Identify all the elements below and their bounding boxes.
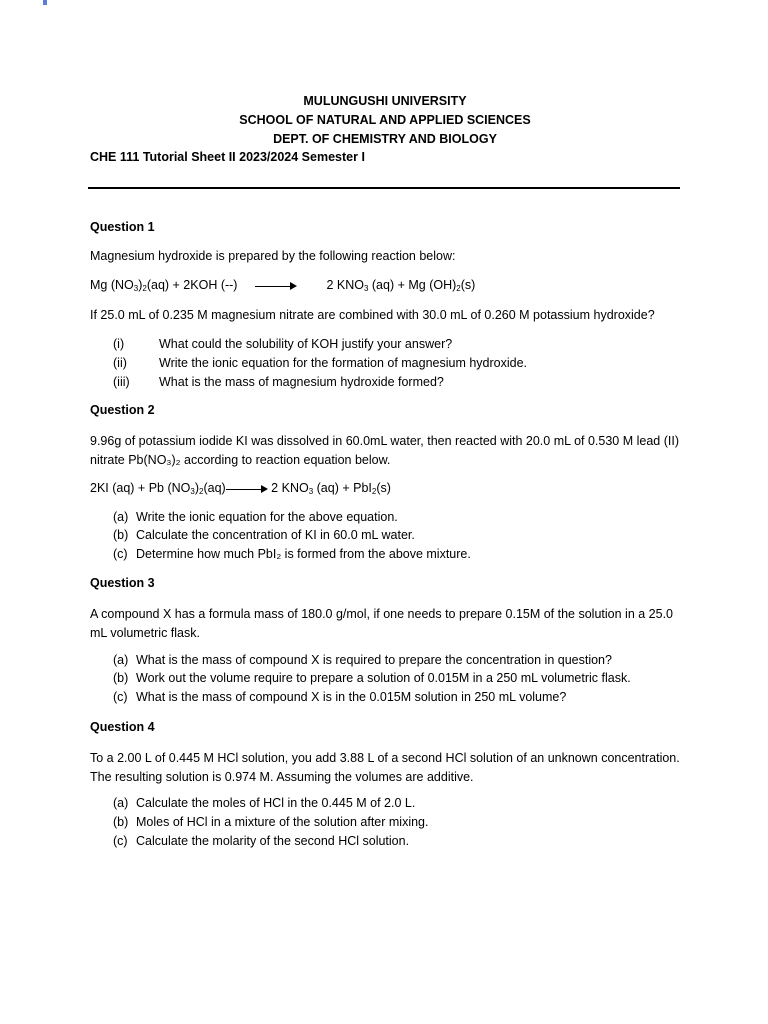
list-marker: (b) xyxy=(113,528,129,542)
list-marker: (c) xyxy=(113,834,128,848)
list-item xyxy=(113,510,398,524)
eq-left-1: 2KI (aq) + Pb (NO xyxy=(90,481,191,495)
question-3-title: Question 3 xyxy=(90,576,155,590)
question-4-statement: To a 2.00 L of 0.445 M HCl solution, you add 3.88 L of a second HCl solution of an unknown concentration. The resulting solution is 0.974 M. Assuming the volumes are additive. xyxy=(90,751,680,784)
reaction-arrow-icon xyxy=(226,484,268,494)
eq-left-1: Mg (NO xyxy=(90,278,134,292)
question-4-title: Question 4 xyxy=(90,720,155,734)
list-item xyxy=(113,356,527,370)
question-2-equation xyxy=(90,481,391,495)
list-item xyxy=(113,796,415,810)
eq-left-2: ) xyxy=(194,481,200,495)
question-2-statement: 9.96g of potassium iodide KI was dissolved in 60.0mL water, then reacted with 20.0 mL of 0.530 M lead (II) nitrate Pb(NO₃)₂ according to reaction equation below. xyxy=(90,434,679,467)
eq-left-sub1: 3 xyxy=(190,487,195,496)
list-text: Calculate the molarity of the second HCl solution. xyxy=(136,834,410,848)
list-item xyxy=(113,337,452,351)
eq-right-3: (s) xyxy=(376,481,391,495)
list-text: Write the ionic equation for the above equation. xyxy=(136,510,398,524)
eq-left-2: ) xyxy=(138,278,143,292)
list-item xyxy=(113,690,566,704)
list-text: Calculate the concentration of KI in 60.0 mL water. xyxy=(136,528,415,542)
list-item xyxy=(113,653,612,667)
question-3-statement: A compound X has a formula mass of 180.0 g/mol, if one needs to prepare 0.15M of the solution in a 25.0 mL volumetric flask. xyxy=(90,607,673,640)
list-marker: (a) xyxy=(113,510,129,524)
list-marker: (b) xyxy=(113,815,129,829)
list-text: Write the ionic equation for the formation of magnesium hydroxide. xyxy=(159,356,528,370)
list-text: Calculate the moles of HCl in the 0.445 M of 2.0 L. xyxy=(136,796,416,810)
eq-right-2: (aq) + PbI xyxy=(313,481,372,495)
list-item xyxy=(113,671,631,685)
question-2-title: Question 2 xyxy=(90,403,155,417)
eq-left-sub2: 2 xyxy=(142,284,147,293)
eq-right-1: 2 KNO xyxy=(267,481,309,495)
eq-left-sub2: 2 xyxy=(199,487,204,496)
list-marker: (b) xyxy=(113,671,129,685)
reaction-arrow-icon xyxy=(255,281,297,291)
eq-right-3: (s) xyxy=(460,278,476,292)
eq-left-3: (aq) + 2KOH (--) xyxy=(146,278,238,292)
question-1-statement: If 25.0 mL of 0.235 M magnesium nitrate are combined with 30.0 mL of 0.260 M potassium hydroxide? xyxy=(90,308,655,322)
list-marker: (iii) xyxy=(113,375,130,389)
list-marker: (i) xyxy=(113,337,125,351)
course-title: CHE 111 Tutorial Sheet II 2023/2024 Semester I xyxy=(90,150,365,164)
eq-right-sub2: 2 xyxy=(371,487,377,496)
corner-marker xyxy=(43,0,47,5)
eq-right-sub1: 3 xyxy=(363,284,369,293)
list-item xyxy=(113,834,409,848)
list-item xyxy=(113,815,428,829)
list-text: What could the solubility of KOH justify your answer? xyxy=(159,337,453,351)
list-text: Determine how much PbI₂ is formed from the above mixture. xyxy=(136,547,471,561)
list-marker: (a) xyxy=(113,653,129,667)
question-1-equation xyxy=(90,278,475,292)
school-name: SCHOOL OF NATURAL AND APPLIED SCIENCES xyxy=(239,113,531,127)
list-marker: (ii) xyxy=(113,356,127,370)
question-1-intro: Magnesium hydroxide is prepared by the following reaction below: xyxy=(90,249,456,263)
list-item xyxy=(113,375,444,389)
list-item xyxy=(113,547,471,561)
question-1-title: Question 1 xyxy=(90,220,155,234)
header-divider xyxy=(88,187,680,189)
list-text: What is the mass of compound X is required to prepare the concentration in question? xyxy=(136,653,612,667)
list-marker: (a) xyxy=(113,796,129,810)
eq-right-2: (aq) + Mg (OH) xyxy=(368,278,457,292)
list-text: Work out the volume require to prepare a solution of 0.015M in a 250 mL volumetric flask. xyxy=(136,671,631,685)
eq-right-sub2: 2 xyxy=(456,284,461,293)
university-name: MULUNGUSHI UNIVERSITY xyxy=(303,94,467,108)
list-marker: (c) xyxy=(113,690,128,704)
eq-left-3: (aq) xyxy=(203,481,226,495)
eq-left-sub1: 3 xyxy=(133,284,139,293)
list-item xyxy=(113,528,415,542)
list-text: Moles of HCl in a mixture of the solution after mixing. xyxy=(136,815,429,829)
list-text: What is the mass of magnesium hydroxide formed? xyxy=(159,375,444,389)
department-name: DEPT. OF CHEMISTRY AND BIOLOGY xyxy=(273,132,497,146)
eq-right-sub1: 3 xyxy=(308,487,314,496)
list-marker: (c) xyxy=(113,547,128,561)
eq-right-1: 2 KNO xyxy=(326,278,364,292)
list-text: What is the mass of compound X is in the 0.015M solution in 250 mL volume? xyxy=(136,690,567,704)
